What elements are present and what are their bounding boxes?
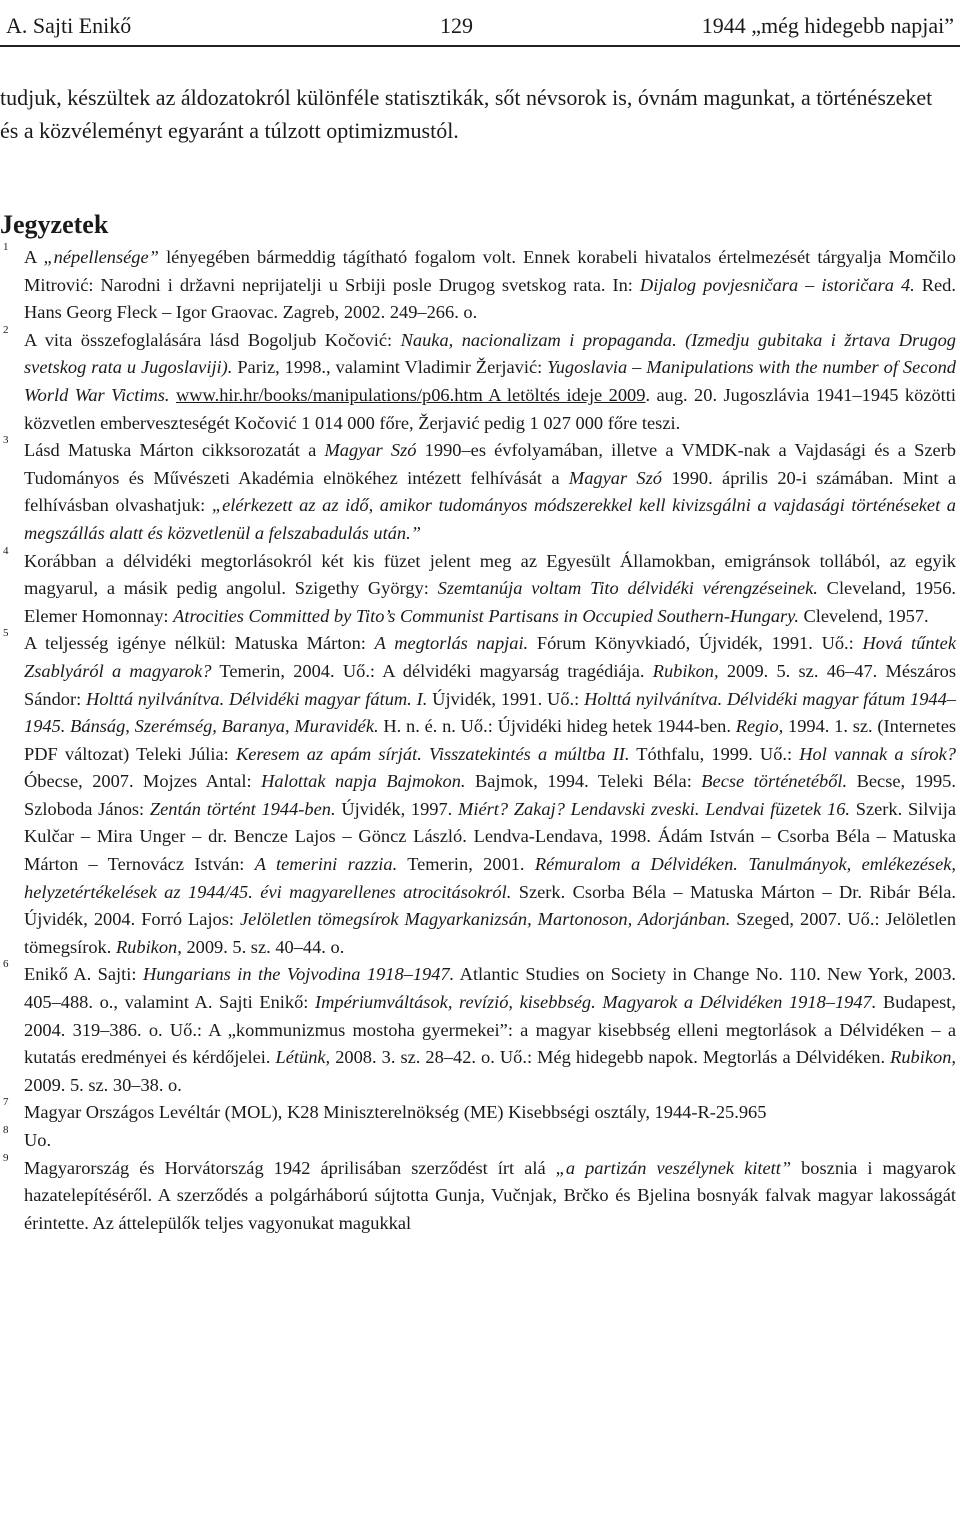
note-segment: Szerk. Silvija Kulčar – Mira Unger – dr. Bencze Lajos – Göncz László. Lendva-Lendava, 1998. Ádám István – Csorba Béla – Matuska Márton – Ternovácz István: [24,798,956,875]
note-segment: Clevelend, 1957. [798,605,929,626]
note-segment: Cleveland, 1956. Elemer Homonnay: [24,578,957,626]
note-segment: Magyarország és Horvátország 1942 áprilisában szerződést írt alá [24,1157,556,1178]
note-segment: Létünk, [275,1047,331,1068]
note-segment: Szerk. Csorba Béla – Matuska Márton – Dr. Ribár Béla. Újvidék, 2004. Forró Lajos: [24,881,956,930]
note-segment: 2009. 5. sz. 46–47. Mészáros Sándor: [24,660,956,709]
note-segment: Regio, [735,716,784,737]
note-segment: 2008. 3. sz. 28–42. o. Uő.: Még hidegebb napok. Megtorlás a Délvidéken. [330,1047,891,1068]
footnote-number: 2 [3,323,9,336]
footnote-number: 4 [3,544,9,557]
note-segment: Magyar Országos Levéltár (MOL), K28 Miniszterelnökség (ME) Kisebbségi osztály, 1944-R-25.965 [24,1102,767,1123]
note-segment: Keresem az apám sírját. Visszatekintés a múltba II. [235,743,630,764]
footnote [0,1151,956,1238]
note-segment: Atlantic Studies on Society in Change No. 110. New York, 2003. 405–488. o., valamint A. Sajti Enikő: [24,964,957,1013]
note-segment: lényegében bármeddig tágítható fogalom volt. Ennek korabeli hivatalos értelmezését tárgyalja Momčilo Mitrović: Narodni i državni neprijatelji u Srbiji posle Drugog svetskog rata. In: [24,247,956,295]
note-segment: Jelöletlen tömegsírok Magyarkanizsán, Martonoson, Adorjánban. [240,909,731,930]
footnote [0,241,956,327]
note-segment: 2009. 5. sz. 40–44. o. [181,936,345,957]
note-segment: Magyar Szó [324,440,417,461]
note-segment: Rubikon, [652,660,719,681]
note-segment: A temerini razzia. [254,854,398,875]
note-segment: Temerin, 2001. [397,854,535,875]
note-segment: Tóthfalu, 1999. Uő.: [629,743,800,764]
footnote-number: 3 [3,434,9,447]
footnote-number: 5 [3,627,9,640]
note-segment: Holttá nyilvánítva. Délvidéki magyar fátum 1944–1945. Bánság, Szerémség, Baranya, Muravidék. [24,688,957,737]
note-segment: Bajmok, 1994. Teleki Béla: [465,771,702,792]
note-segment: H. n. é. n. Uő.: Újvidéki hideg hetek 1944-ben. [378,716,736,737]
footnotes-list [0,241,957,1237]
note-segment: Holttá nyilvánítva. Délvidéki magyar fátum. I. [86,688,428,709]
note-segment: A teljesség igénye nélkül: Matuska Márton: [24,633,375,654]
footnote-number: 1 [3,241,9,253]
note-segment: 1994. 1. sz. (Internetes PDF változat) Teleki Júlia: [24,716,957,764]
note-segment: Óbecse, 2007. Mojzes Antal: [24,771,262,792]
note-segment: Rubikon, [115,936,182,957]
section-title: Jegyzetek [0,210,109,239]
note-segment: Impériumváltások, revízió, kisebbség. Magyarok a Délvidéken 1918–1947. [315,992,877,1013]
note-link[interactable]: www.hir.hr/books/manipulations/p06.htm A letöltés ideje 2009 [175,384,646,405]
note-segment: Dijalog povjesničara – istoričara 4. [639,274,915,295]
note-segment: Szeged, 2007. Uő.: Jelöletlen tömegsírok. [24,909,957,957]
note-segment: Korábban a délvidéki megtorlásokról két kis füzet jelent meg az Egyesült Államokban, emigránsok tollából, az egyik magyarul, a másik pedig angolul. Szigethy György: [24,550,956,599]
intro-paragraph: tudjuk, készültek az áldozatokról különféle statisztikák, sőt névsorok is, óvnám magunkat, a történészeket és a közvéleményt egyaránt a túlzott optimizmustól. [0,85,933,143]
note-segment: Becse, 1995. Szloboda János: [24,771,956,819]
note-segment: „a partizán veszélynek kitett” [555,1157,792,1178]
note-segment: Atrocities Committed by Tito’s Communist Partisans in Occupied Southern-Hungary. [173,605,799,626]
footnote-number: 9 [3,1151,9,1164]
footnote-number: 8 [3,1124,9,1136]
note-segment: A vita összefoglalására lásd Bogoljub Kočović: [24,329,401,350]
footnote [0,627,957,961]
note-segment: Uo. [24,1130,52,1150]
header-divider [0,45,960,47]
note-segment: Újvidék, 1991. Uő.: [427,688,585,709]
footnote [0,958,957,1099]
note-segment: 2009. 5. sz. 30–38. o. [24,1074,182,1095]
note-segment: A [24,247,44,267]
footnote [0,434,956,547]
note-segment: Lásd Matuska Márton cikksorozatát a [24,440,325,461]
running-header [0,10,960,42]
footnote [0,544,957,631]
note-segment: Pariz, 1998., valamint Vladimir Žerjavić: [232,357,548,378]
note-segment: „elérkezett az az idő, amikor tudományos módszerekkel kell kivizsgálni a vajdasági történéseket a megszállás alatt és közvetlenül a felszabadulás után.” [24,495,956,543]
footnote [0,323,956,437]
note-segment: Nauka, nacionalizam i propaganda. (Izmedju gubitaka i žrtava Drugog svetskog rata u Jugoslaviji). [24,329,956,378]
footnote [0,1124,956,1155]
note-segment: Hol vannak a sírok? [799,743,956,764]
note-segment: A megtorlás napjai. [374,633,529,654]
note-segment: Hová tűntek Zsablyáról a magyarok? [24,633,956,681]
note-segment: Miért? Zakaj? Lendavski zveski. Lendvai füzetek 16. [458,798,850,819]
note-segment: Halottak napja Bajmokon. [261,771,466,792]
note-segment: Újvidék, 1997. [335,798,459,819]
note-segment: Temerin, 2004. Uő.: A délvidéki magyarság tragédiája. [211,660,653,681]
note-segment: Enikő A. Sajti: [24,964,143,985]
footnote [0,1096,956,1127]
note-segment: Fórum Könyvkiadó, Újvidék, 1991. Uő.: [528,633,863,654]
note-segment: Zentán történt 1944-ben. [149,798,336,819]
note-segment: „népellensége” [43,247,159,267]
footnote-number: 6 [3,958,9,971]
page-number: 129 [440,13,473,38]
note-segment: Rubikon, [890,1047,957,1068]
header-author: A. Sajti Enikő [6,13,132,38]
footnote-number: 7 [3,1096,9,1109]
note-segment: Magyar Szó [568,467,662,488]
note-segment: Becse történetéből. [701,771,848,792]
note-segment: bosznia i magyarok hazatelepítéséről. A szerződés a polgárháború sújtotta Gunja, Vučnjak, Brčko és Bjelina bosnyák falvak magyar lakosságát érintette. Az áttelepülők teljes vagyonukat magukkal [24,1157,956,1233]
note-segment: Szemtanúja voltam Tito délvidéki vérengzéseinek. [437,578,818,599]
note-segment: Red. Hans Georg Fleck – Igor Graovac. Zagreb, 2002. 249–266. o. [24,274,956,323]
note-segment: 1990–es évfolyamában, illetve a VMDK-nak a Vajdasági és a Szerb Tudományos és Művészeti Akadémia elnökéhez intézett felhívását a [24,440,956,488]
note-segment: 1990. április 20-i számában. Mint a felhívásban olvashatjuk: [24,467,956,516]
note-segment: Yugoslavia – Manipulations with the number of Second World War Victims. [24,357,956,405]
note-segment: Rémuralom a Délvidéken. Tanulmányok, emlékezések, helyzetértékelések az 1944/45. évi magyarellenes atrocitásokról. [24,854,957,902]
header-title: 1944 „még hidegebb napjai” [701,13,954,38]
note-segment: Budapest, 2004. 319–386. o. Uő.: A „kommunizmus mostoha gyermekei”: a magyar kisebbség elleni megtorlások a Délvidéken – a kutatás eredményei és kérdőjelei. [24,992,957,1068]
note-segment: . aug. 20. Jugoszlávia 1941–1945 közötti közvetlen emberveszteségét Kočović 1 014 000 főre, Žerjavić pedig 1 027 000 főre teszi. [24,384,956,433]
note-segment: Hungarians in the Vojvodina 1918–1947. [142,964,455,985]
